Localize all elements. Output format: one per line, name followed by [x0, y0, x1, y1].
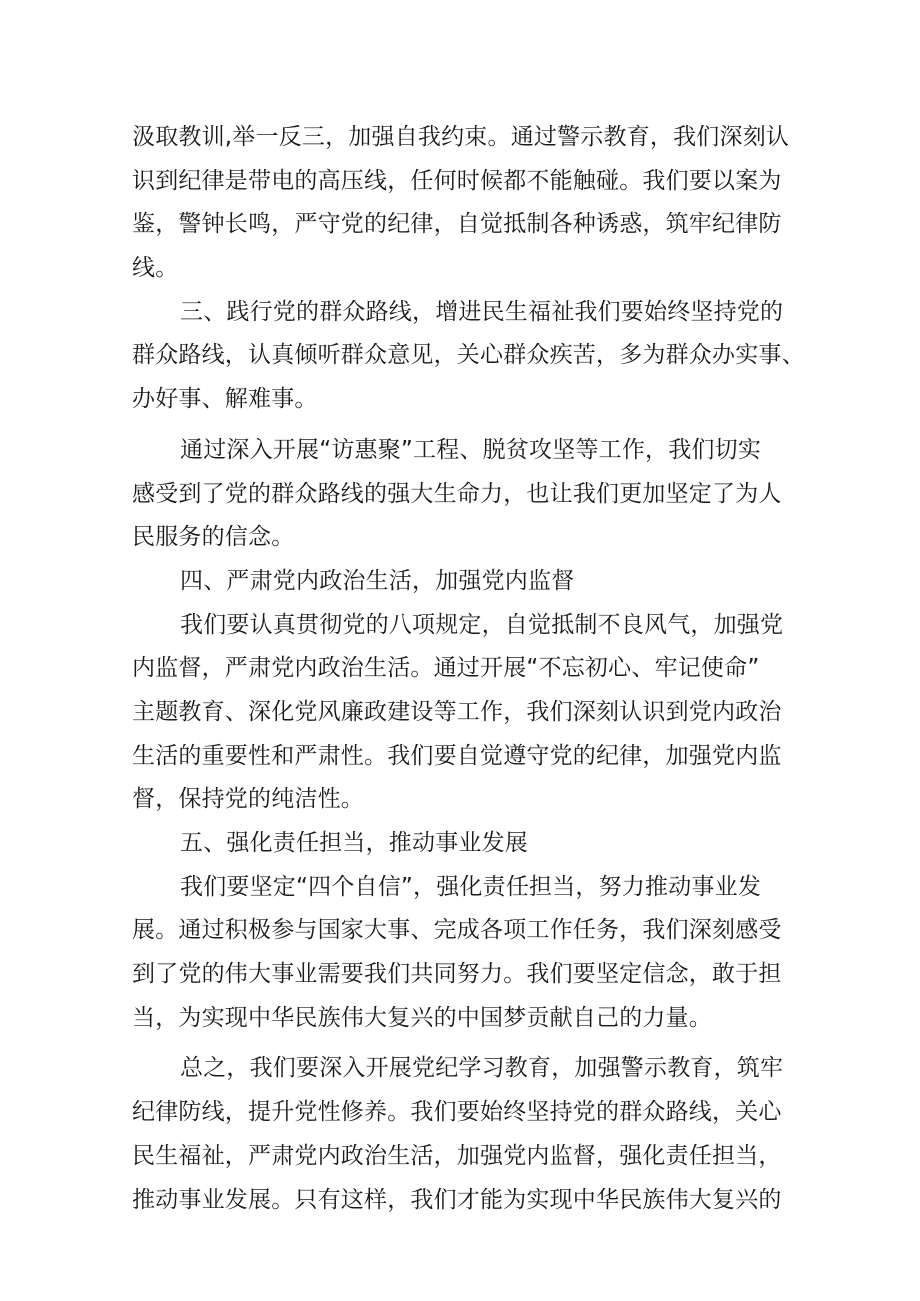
paragraph-line: 民生福祉，严肃党内政治生活，加强党内监督，强化责任担当， — [132, 1142, 782, 1169]
paragraph-line: 到了党的伟大事业需要我们共同努力。我们要坚定信念，敢于担 — [132, 961, 782, 988]
section-heading-5: 五、强化责任担当，推动事业发展 — [180, 830, 528, 856]
paragraph-line: 办好事、解难事。 — [132, 386, 318, 413]
paragraph-line: 群众路线，认真倾听群众意见，关心群众疾苦，多为群众办实事、 — [132, 342, 805, 369]
paragraph-line: 线。 — [132, 255, 179, 282]
paragraph-line: 感受到了党的群众路线的强大生命力，也让我们更加坚定了为人 — [132, 480, 782, 507]
paragraph-line: 我们要坚定“四个自信”，强化责任担当，努力推动事业发 — [180, 873, 762, 900]
paragraph-line: 主题教育、深化党风廉政建设等工作，我们深刻认识到党内政治 — [132, 698, 782, 725]
paragraph-line: 内监督，严肃党内政治生活。通过开展“不忘初心、牢记使命” — [132, 655, 760, 682]
paragraph-gap — [132, 422, 792, 429]
paragraph-line: 推动事业发展。只有这样，我们才能为实现中华民族伟大复兴的 — [132, 1186, 782, 1213]
paragraph-line: 纪律防线，提升党性修养。我们要始终坚持党的群众路线，关心 — [132, 1099, 782, 1126]
paragraph-line: 总之，我们要深入开展党纪学习教育，加强警示教育，筑牢 — [180, 1055, 784, 1082]
paragraph-line: 通过深入开展“访惠聚”工程、脱贫攻坚等工作，我们切实 — [180, 436, 762, 463]
paragraph-line: 汲取教训,举一反三，加强自我约束。通过警示教育，我们深刻认 — [132, 124, 790, 150]
paragraph-gap — [132, 1040, 792, 1047]
section-heading-4: 四、严肃党内政治生活，加强党内监督 — [180, 567, 575, 594]
document-body — [132, 116, 805, 1222]
paragraph-line: 督，保持党的纯洁性。 — [132, 786, 364, 813]
paragraph-line: 我们要认真贯彻党的八项规定，自觉抵制不良风气，加强党 — [180, 611, 784, 638]
paragraph-line: 鉴，警钟长鸣，严守党的纪律，自觉抵制各种诱惑，筑牢纪律防 — [132, 211, 782, 238]
paragraph-line: 展。通过积极参与国家大事、完成各项工作任务，我们深刻感受 — [132, 917, 782, 944]
paragraph-line: 当，为实现中华民族伟大复兴的中国梦贡献自己的力量。 — [132, 1004, 712, 1031]
paragraph-line: 识到纪律是带电的高压线，任何时候都不能触碰。我们要以案为 — [132, 167, 782, 194]
paragraph-line: 生活的重要性和严肃性。我们要自觉遵守党的纪律，加强党内监 — [132, 742, 782, 769]
section-heading-3: 三、践行党的群众路线，增进民生福祉我们要始终坚持党的 — [180, 298, 784, 325]
paragraph-line: 民服务的信念。 — [132, 524, 295, 551]
